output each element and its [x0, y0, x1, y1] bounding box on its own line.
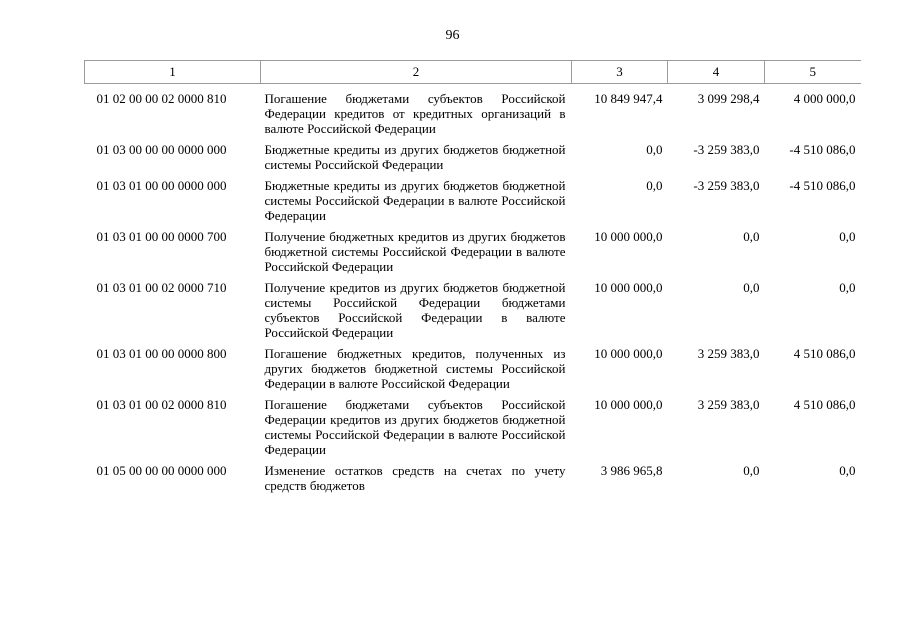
table-row	[85, 172, 861, 223]
value-col4-cell: 0,0	[743, 463, 760, 478]
column-header-1: 1	[85, 61, 261, 84]
value-col5-cell: 4 510 086,0	[793, 397, 856, 412]
value-col4-cell: -3 259 383,0	[693, 178, 760, 193]
value-col3-cell: 10 000 000,0	[594, 346, 663, 361]
value-col4-cell: 0,0	[743, 229, 760, 244]
description-cell: Получение бюджетных кредитов из других бюджетов бюджетной системы Российской Федерации в валюте Российской Федерации	[264, 229, 566, 274]
table-row	[85, 457, 861, 493]
table-body	[85, 84, 861, 494]
column-header-3: 3	[572, 61, 668, 84]
table-header-row	[85, 61, 861, 84]
value-col4-cell: 0,0	[743, 280, 760, 295]
value-col5-cell: 0,0	[839, 463, 856, 478]
description-cell: Бюджетные кредиты из других бюджетов бюджетной системы Российской Федерации	[264, 142, 566, 172]
budget-code-cell: 01 03 01 00 02 0000 710	[96, 280, 227, 295]
description-cell: Бюджетные кредиты из других бюджетов бюджетной системы Российской Федерации в валюте Российской Федерации	[264, 178, 566, 223]
value-col4-cell: 3 259 383,0	[697, 397, 760, 412]
budget-table	[84, 60, 861, 493]
value-col3-cell: 0,0	[646, 178, 663, 193]
value-col5-cell: 0,0	[839, 280, 856, 295]
description-cell: Изменение остатков средств на счетах по учету средств бюджетов	[264, 463, 566, 493]
table-row	[85, 274, 861, 340]
value-col3-cell: 10 849 947,4	[594, 91, 663, 106]
value-col5-cell: 4 510 086,0	[793, 346, 856, 361]
description-cell: Погашение бюджетных кредитов, полученных из других бюджетов бюджетной системы Российской Федерации в валюте Российской Федерации	[264, 346, 566, 391]
budget-code-cell: 01 05 00 00 00 0000 000	[96, 463, 227, 478]
table-row	[85, 340, 861, 391]
value-col3-cell: 3 986 965,8	[600, 463, 663, 478]
description-cell: Погашение бюджетами субъектов Российской Федерации кредитов из других бюджетов бюджетной системы Российской Федерации в валюте Российской Федерации	[264, 397, 566, 457]
value-col5-cell: -4 510 086,0	[789, 178, 856, 193]
value-col4-cell: 3 259 383,0	[697, 346, 760, 361]
value-col5-cell: 4 000 000,0	[793, 91, 856, 106]
budget-code-cell: 01 03 01 00 00 0000 800	[96, 346, 227, 361]
table-row	[85, 391, 861, 457]
table-row	[85, 84, 861, 137]
column-header-4: 4	[668, 61, 765, 84]
table-row	[85, 136, 861, 172]
description-cell: Погашение бюджетами субъектов Российской Федерации кредитов от кредитных организаций в валюте Российской Федерации	[264, 91, 566, 136]
value-col3-cell: 10 000 000,0	[594, 397, 663, 412]
value-col5-cell: 0,0	[839, 229, 856, 244]
value-col3-cell: 10 000 000,0	[594, 280, 663, 295]
page-number: 96	[445, 28, 460, 43]
column-header-5: 5	[765, 61, 861, 84]
value-col5-cell: -4 510 086,0	[789, 142, 856, 157]
value-col3-cell: 10 000 000,0	[594, 229, 663, 244]
column-header-2: 2	[261, 61, 572, 84]
value-col4-cell: -3 259 383,0	[693, 142, 760, 157]
budget-code-cell: 01 03 00 00 00 0000 000	[96, 142, 227, 157]
budget-code-cell: 01 03 01 00 02 0000 810	[96, 397, 227, 412]
value-col3-cell: 0,0	[646, 142, 663, 157]
budget-code-cell: 01 03 01 00 00 0000 000	[96, 178, 227, 193]
budget-code-cell: 01 03 01 00 00 0000 700	[96, 229, 227, 244]
description-cell: Получение кредитов из других бюджетов бюджетной системы Российской Федерации бюджетами субъектов Российской Федерации в валюте Российской Федерации	[264, 280, 566, 340]
table-row	[85, 223, 861, 274]
budget-code-cell: 01 02 00 00 02 0000 810	[96, 91, 227, 106]
value-col4-cell: 3 099 298,4	[697, 91, 760, 106]
